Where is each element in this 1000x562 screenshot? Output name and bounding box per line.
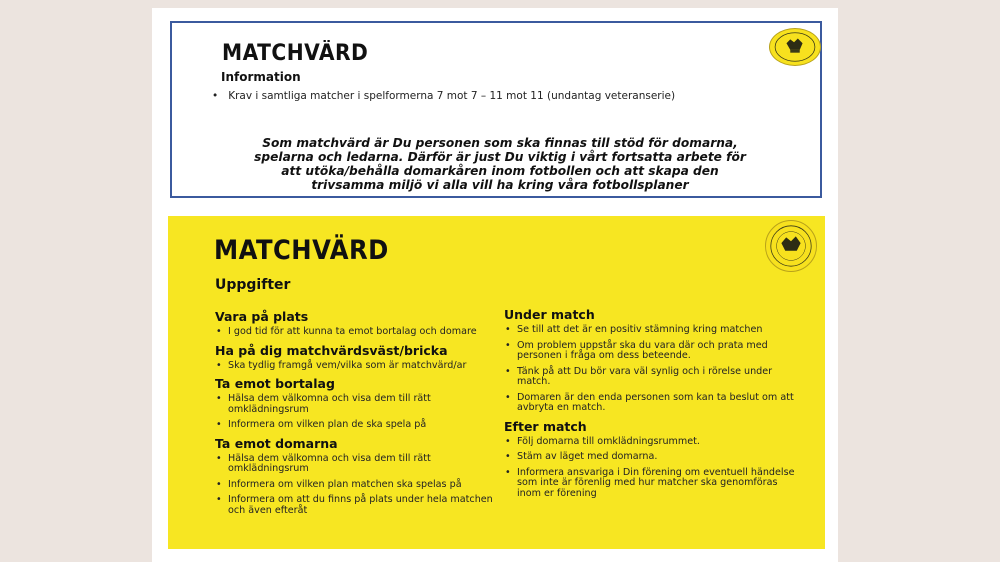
federation-logo-icon: [769, 28, 821, 66]
info-title: MATCHVÄRD: [222, 41, 369, 66]
section-list: [215, 394, 505, 431]
list-item: • Domaren är den enda personen som kan ta beslut om att avbryta en match.: [504, 393, 804, 414]
tasks-subtitle: Uppgifter: [215, 277, 291, 293]
list-item: • Följ domarna till omklädningsrummet.: [504, 437, 804, 448]
statement-line: trivsamma miljö vi alla vill ha kring våra fotbollsplaner: [311, 178, 689, 192]
list-item: • I god tid för att kunna ta emot bortalag och domare: [215, 327, 505, 338]
section-heading: Ta emot domarna: [215, 435, 338, 451]
section-list: [215, 361, 505, 372]
tasks-right-column: [504, 307, 804, 504]
list-item: • Informera ansvariga i Din förening om eventuell händelse som inte är förenlig med hur matcher ska genomföras inom er förening: [504, 468, 804, 500]
section-list: [215, 327, 505, 338]
section-heading: Ta emot bortalag: [215, 376, 335, 391]
list-item: • Hälsa dem välkomna och visa dem till rätt omklädningsrum: [215, 394, 505, 415]
list-item: • Tänk på att Du bör vara väl synlig och i rörelse under match.: [504, 367, 804, 388]
list-item: • Stäm av läget med domarna.: [504, 452, 804, 463]
list-item: • Informera om vilken plan de ska spela på: [215, 420, 505, 431]
section-heading: Under match: [504, 307, 595, 322]
statement-line: spelarna och ledarna. Därför är just Du viktig i vårt fortsatta arbete för: [254, 150, 746, 164]
info-bullet-list: [212, 90, 675, 102]
info-card: [170, 21, 822, 198]
info-subtitle: Information: [221, 70, 301, 84]
list-item: • Informera om vilken plan matchen ska spelas på: [215, 480, 505, 491]
statement-line: att utöka/behålla domarkåren inom fotbollen och att skapa den: [281, 164, 719, 178]
federation-logo-icon: [765, 220, 817, 272]
list-item: • Ska tydlig framgå vem/vilka som är matchvärd/ar: [215, 361, 505, 372]
section-list: [504, 325, 804, 414]
info-bullet-item: • Krav i samtliga matcher i spelformerna 7 mot 7 – 11 mot 11 (undantag veteranserie): [212, 90, 675, 102]
statement-line: Som matchvärd är Du personen som ska finnas till stöd för domarna,: [262, 136, 738, 150]
section-heading: Efter match: [504, 418, 587, 434]
list-item: • Informera om att du finns på plats under hela matchen och även efteråt: [215, 495, 505, 516]
section-heading: Vara på plats: [215, 309, 309, 324]
section-list: [504, 437, 804, 500]
list-item: • Om problem uppstår ska du vara där och prata med personen i fråga om dess beteende.: [504, 341, 804, 362]
list-item: • Hälsa dem välkomna och visa dem till rätt omklädningsrum: [215, 454, 505, 475]
info-statement: [202, 136, 798, 192]
list-item: • Se till att det är en positiv stämning kring matchen: [504, 325, 804, 336]
tasks-card: [168, 216, 825, 549]
tasks-title: MATCHVÄRD: [214, 235, 389, 266]
section-list: [215, 454, 505, 517]
tasks-left-column: [215, 309, 505, 521]
section-heading: Ha på dig matchvärdsväst/bricka: [215, 342, 448, 358]
